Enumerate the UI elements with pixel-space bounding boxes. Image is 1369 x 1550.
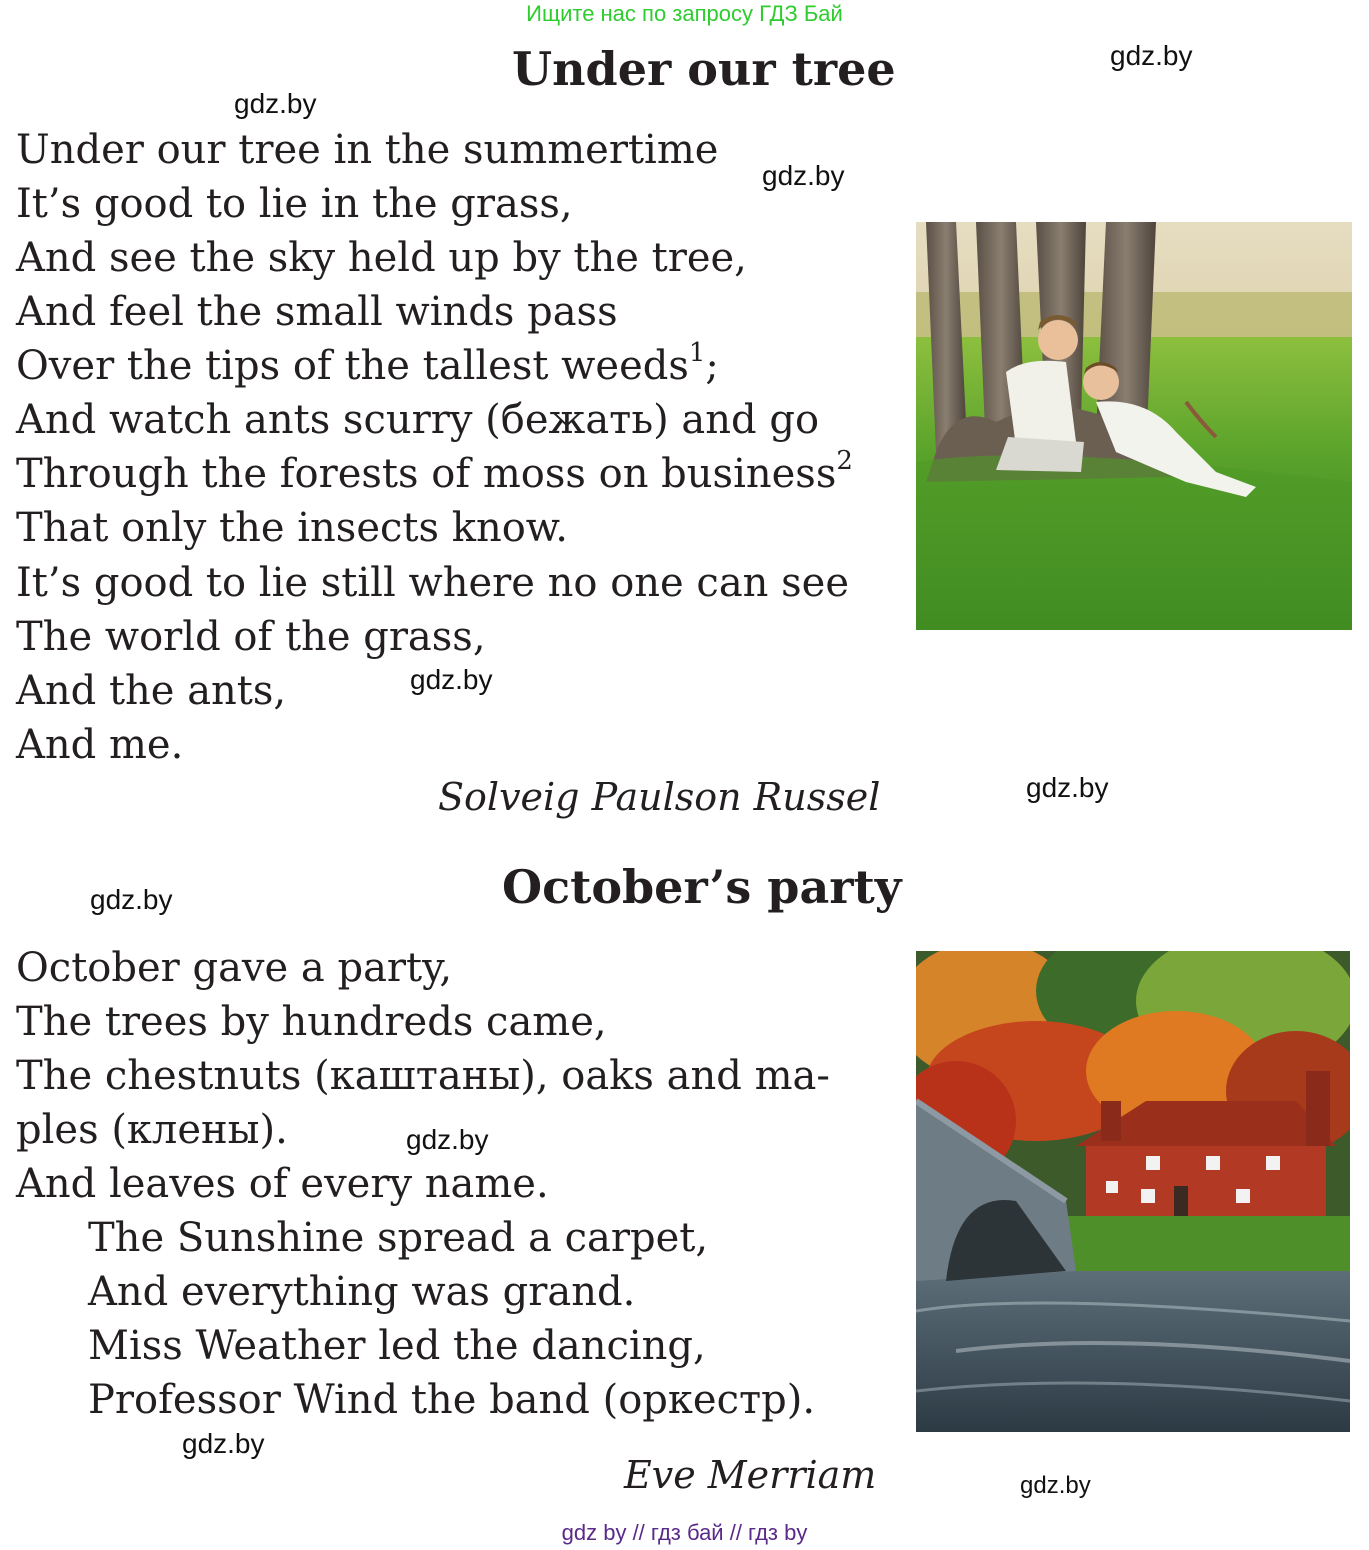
poem2-title: October’s party xyxy=(502,860,902,914)
poem2-line: ples (клены). xyxy=(16,1107,288,1153)
watermark-label: gdz.by xyxy=(1026,772,1109,803)
watermark-label: gdz.by xyxy=(90,884,173,915)
poem1-line-text: Through the forests of moss on business xyxy=(16,451,837,497)
search-banner: Ищите нас по запросу ГДЗ Бай xyxy=(526,1,843,26)
poem2-line: October gave a party, xyxy=(16,945,453,991)
poem2-author: Eve Merriam xyxy=(624,1453,877,1497)
poem2-line: The trees by hundreds came, xyxy=(16,999,607,1045)
watermark-label: gdz.by xyxy=(762,160,845,191)
watermark-label: gdz.by xyxy=(410,664,493,695)
poem2-line: And leaves of every name. xyxy=(16,1161,549,1207)
line-punctuation: ; xyxy=(705,343,719,389)
poem1-line: And me. xyxy=(16,722,184,768)
watermark-label: gdz.by xyxy=(182,1428,265,1459)
poem1-line-with-footnote xyxy=(16,445,853,497)
poem2-line: Professor Wind the band (оркестр). xyxy=(88,1377,816,1423)
children-under-tree-photo xyxy=(916,222,1352,630)
watermark-label: gdz.by xyxy=(406,1124,489,1155)
poem1-line: And watch ants scurry (бежать) and go xyxy=(16,397,820,443)
poem1-line-with-footnote xyxy=(16,337,719,389)
poem1-title: Under our tree xyxy=(512,42,896,96)
poem1-line: Under our tree in the summertime xyxy=(16,127,719,173)
poem2-line: The chestnuts (каштаны), oaks and ma- xyxy=(16,1053,830,1099)
autumn-cottage-photo xyxy=(916,951,1350,1432)
poem1-line: And feel the small winds pass xyxy=(16,289,618,335)
poem2-line: And everything was grand. xyxy=(88,1269,636,1315)
watermark-label: gdz.by xyxy=(1020,1472,1091,1499)
poem1-line: It’s good to lie in the grass, xyxy=(16,181,573,227)
poem1-line: And see the sky held up by the tree, xyxy=(16,235,747,281)
watermark-label: gdz.by xyxy=(1110,40,1193,71)
poem1-line: And the ants, xyxy=(16,668,287,714)
poem1-line-text: Over the tips of the tallest weeds xyxy=(16,343,689,389)
footer-links: gdz by // гдз бай // гдз by xyxy=(561,1520,808,1545)
footnote-marker: 1 xyxy=(688,337,706,368)
poem1-line: The world of the grass, xyxy=(16,614,486,660)
poem2-line: Miss Weather led the dancing, xyxy=(88,1323,706,1369)
watermark-label: gdz.by xyxy=(234,88,317,119)
poem2-line: The Sunshine spread a carpet, xyxy=(88,1215,709,1261)
footnote-marker: 2 xyxy=(836,445,853,476)
poem1-line: It’s good to lie still where no one can see xyxy=(16,560,850,606)
poem1-author: Solveig Paulson Russel xyxy=(438,775,881,819)
poem1-line: That only the insects know. xyxy=(16,505,569,551)
